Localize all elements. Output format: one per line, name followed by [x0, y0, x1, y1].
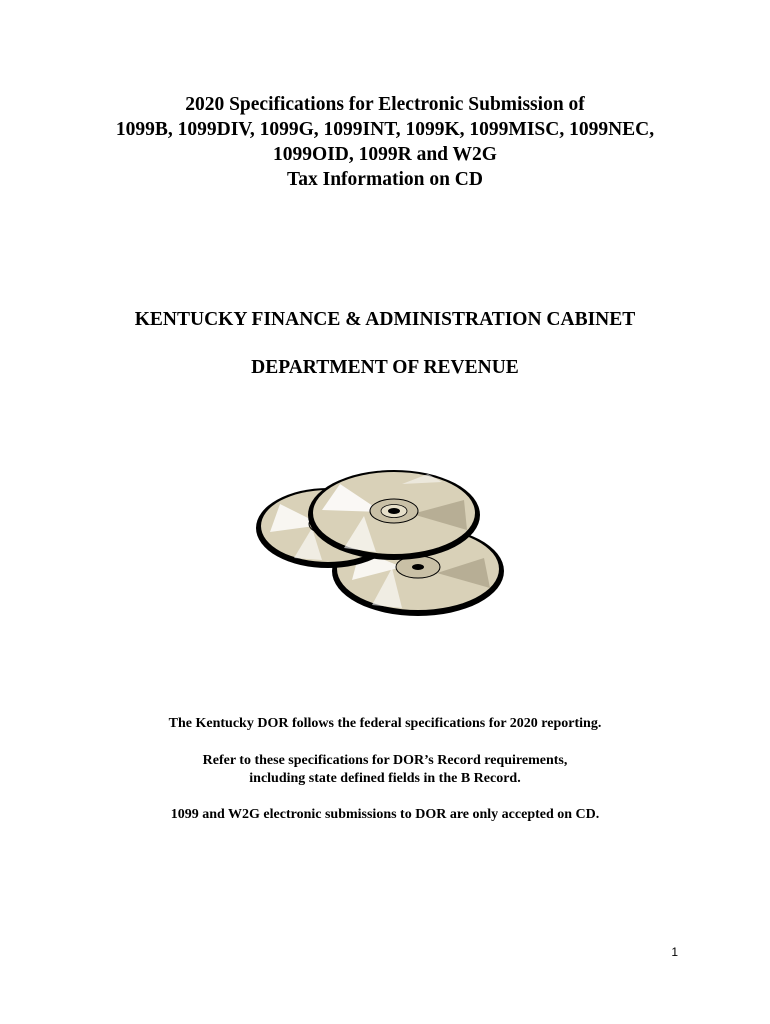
document-title — [0, 92, 770, 192]
cd-only-submission-note: 1099 and W2G electronic submissions to DOR are only accepted on CD. — [170, 807, 600, 822]
compact-discs-icon — [252, 470, 522, 622]
department-heading: DEPARTMENT OF REVENUE — [251, 357, 519, 378]
federal-specifications-note: The Kentucky DOR follows the federal specifications for 2020 reporting. — [168, 716, 602, 731]
cabinet-heading: KENTUCKY FINANCE & ADMINISTRATION CABINET — [134, 309, 636, 330]
title-line-2: 1099B, 1099DIV, 1099G, 1099INT, 1099K, 1099MISC, 1099NEC, — [115, 119, 655, 140]
title-line-3: 1099OID, 1099R and W2G — [273, 144, 497, 165]
record-requirements-note-line-2: including state defined fields in the B Record. — [249, 771, 521, 786]
record-requirements-note-line-1: Refer to these specifications for DOR’s Record requirements, — [202, 753, 568, 768]
page-number: 1 — [671, 945, 678, 959]
title-line-4: Tax Information on CD — [287, 169, 483, 190]
title-line-1: 2020 Specifications for Electronic Submission of — [185, 94, 585, 115]
cd-disc-top — [308, 470, 480, 560]
